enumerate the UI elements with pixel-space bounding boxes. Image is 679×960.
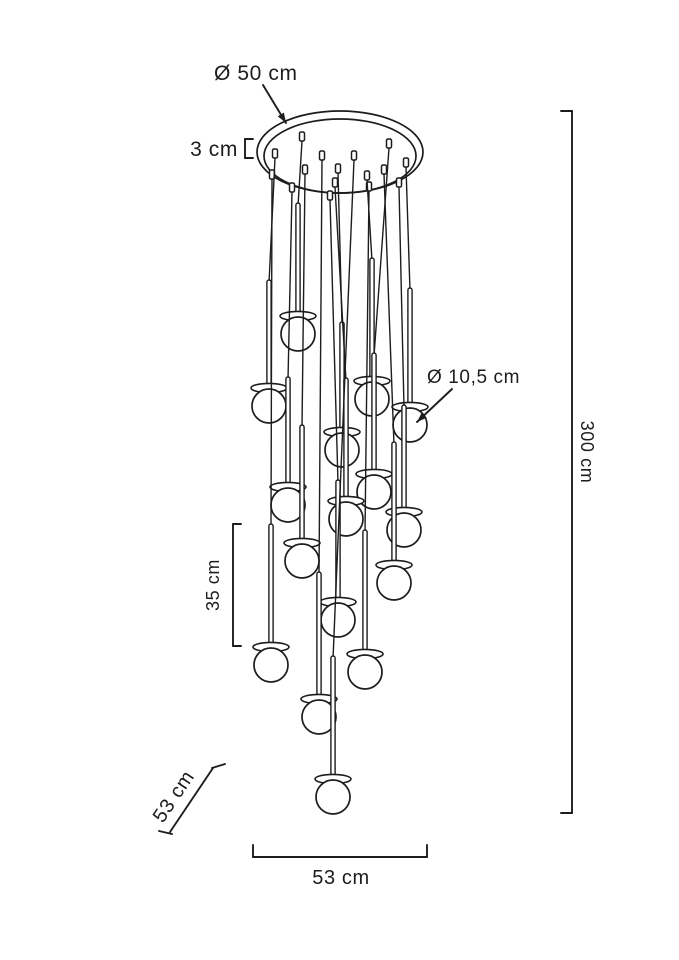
cord-connector xyxy=(290,183,295,192)
fixture-group xyxy=(251,111,428,814)
ball-diameter-label: Ø 10,5 cm xyxy=(427,367,521,388)
glass-ball xyxy=(316,780,350,814)
suspension-cord xyxy=(406,167,410,291)
canopy-height-label: 3 cm xyxy=(190,138,238,161)
cord-connector xyxy=(352,151,357,160)
depth-line xyxy=(212,764,225,768)
pendant-rod xyxy=(317,572,321,701)
cord-connector xyxy=(328,191,333,200)
pendant-rod xyxy=(296,203,300,318)
rod-length-label: 35 cm xyxy=(203,558,223,612)
cord-connector xyxy=(333,178,338,187)
glass-ball xyxy=(377,566,411,600)
suspension-cord xyxy=(319,160,322,575)
leader-arrowhead xyxy=(278,113,286,123)
pendant-rod xyxy=(372,353,376,476)
cord-connector xyxy=(320,151,325,160)
glass-ball xyxy=(348,655,382,689)
pendant-rod xyxy=(408,288,412,409)
glass-ball xyxy=(285,544,319,578)
canopy-diameter-label: Ø 50 cm xyxy=(214,62,298,85)
suspension-cord xyxy=(298,141,302,206)
glass-ball xyxy=(281,317,315,351)
width-label: 53 cm xyxy=(312,867,370,889)
pendant-rod xyxy=(331,656,335,781)
pendant-rod xyxy=(300,425,304,545)
suspension-cord xyxy=(399,187,404,408)
suspension-cord xyxy=(302,174,305,428)
suspension-cord xyxy=(288,192,292,380)
glass-ball xyxy=(321,603,355,637)
pendant-rod xyxy=(269,524,273,649)
pendant-rod xyxy=(392,442,396,567)
cord-connector xyxy=(336,164,341,173)
cord-connector xyxy=(404,158,409,167)
cord-connector xyxy=(273,149,278,158)
cord-connector xyxy=(382,165,387,174)
pendant-rod xyxy=(286,377,290,489)
pendant-rod xyxy=(363,530,367,656)
pendant-rod xyxy=(267,280,271,390)
total-height-label: 300 cm xyxy=(577,420,597,484)
cord-connector xyxy=(300,132,305,141)
cord-connector xyxy=(387,139,392,148)
cord-connector xyxy=(303,165,308,174)
pendant-rod xyxy=(402,405,406,514)
glass-ball xyxy=(254,648,288,682)
glass-ball xyxy=(329,502,363,536)
glass-ball xyxy=(252,389,286,423)
cord-connector xyxy=(397,178,402,187)
depth-label: 53 cm xyxy=(148,766,200,827)
canopy-inner-ellipse xyxy=(264,119,416,193)
cord-connector xyxy=(365,171,370,180)
suspension-cord xyxy=(271,179,272,527)
